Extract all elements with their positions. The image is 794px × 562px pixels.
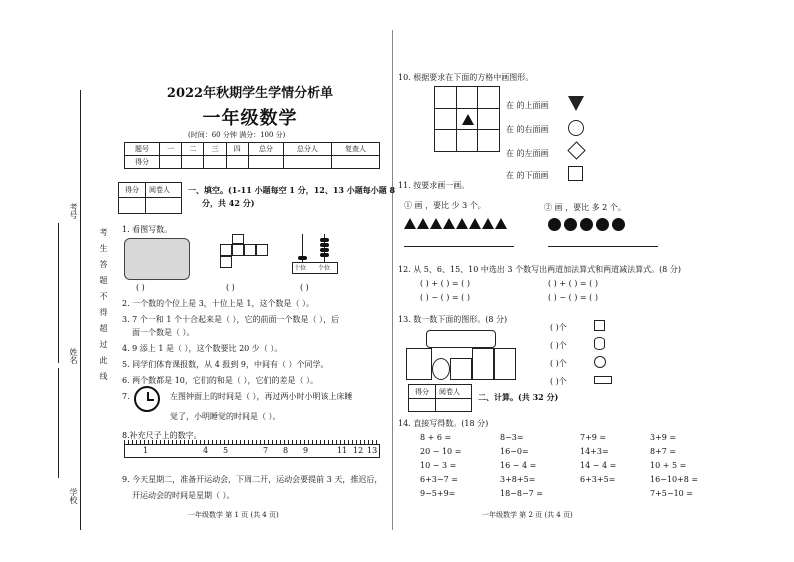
score-header: 复查人 <box>331 143 379 156</box>
black-triangles-row <box>404 218 514 230</box>
question-7-number: 7. <box>122 392 130 401</box>
section1-title: 一、填空。(1-11 小题每空 1 分，12、13 小题每小题 8 <box>188 185 396 195</box>
page-footer: 一年级数学 第 2 页 (共 4 页) <box>482 511 573 519</box>
q10-instruction: 在 的上面画 <box>506 101 549 110</box>
calc-problem[interactable]: 14 − 4 = <box>580 461 617 470</box>
calc-problem[interactable]: 16−10+8 = <box>650 475 699 484</box>
q11-part-b: ② 画 ，要比 多 2 个。 <box>544 203 626 212</box>
question-5: 5. 同学们体育课报数，从 4 报到 9，中间有（ ）个同学。 <box>122 360 329 369</box>
calc-problem[interactable]: 10 − 3 = <box>420 461 457 470</box>
grader-divider <box>435 385 436 411</box>
ruler-number: 4 <box>203 446 209 455</box>
cube-icon <box>594 320 605 331</box>
score-cell[interactable] <box>283 156 331 169</box>
calc-problem[interactable]: 3+8+5= <box>500 475 536 484</box>
calc-problem[interactable]: 9−5+9= <box>420 489 456 498</box>
page-two <box>398 38 728 518</box>
circle-icon <box>568 120 584 136</box>
question-2: 2. 一个数的个位上是 3，十位上是 1，这个数是（ ）。 <box>122 299 314 308</box>
ruler-number: 9 <box>303 446 309 455</box>
abacus-picture <box>292 234 338 276</box>
calc-problem[interactable]: 18−8−7 = <box>500 489 544 498</box>
question-3-cont: 面一个数是（ ）。 <box>132 328 195 337</box>
calc-problem[interactable]: 6+3+5= <box>580 475 616 484</box>
section2-title: 二、计算。(共 32 分) <box>478 392 559 402</box>
page-fold-line <box>392 30 393 530</box>
calc-problem[interactable]: 14+3= <box>580 447 609 456</box>
name-blank <box>58 368 59 478</box>
score-header: 二 <box>182 143 204 156</box>
q12-equation[interactable]: ( ) − ( ) = ( ) <box>548 293 598 302</box>
snail-counting-picture <box>124 238 190 280</box>
q10-instruction: 在 的左面画 <box>506 149 549 158</box>
cuboid-icon <box>594 376 612 384</box>
q12-equation[interactable]: ( ) − ( ) = ( ) <box>420 293 470 302</box>
q13-count[interactable]: ( )个 <box>550 377 567 386</box>
question-9: 9. 今天星期二，准备开运动会，下周二开，运动会要提前 3 天，推迟后， <box>122 475 383 484</box>
exam-no-blank <box>58 223 59 363</box>
q13-count[interactable]: ( )个 <box>550 323 567 332</box>
inverted-triangle-icon <box>568 96 584 111</box>
calc-problem[interactable]: 8−3= <box>500 433 524 442</box>
q1-blank[interactable]: ( ) <box>226 283 235 292</box>
question-11: 11. 按要求画一画。 <box>398 181 470 190</box>
question-14: 14. 直接写得数。(18 分) <box>398 419 489 428</box>
calc-problem[interactable]: 8 + 6 = <box>420 433 452 442</box>
q1-blank[interactable]: ( ) <box>300 283 309 292</box>
exam-no-label: 考号 <box>69 203 78 219</box>
drawing-grid[interactable] <box>434 86 500 152</box>
calc-problem[interactable]: 6+3−7 = <box>420 475 458 484</box>
question-10: 10. 根据要求在下面的方格中画图形。 <box>398 73 534 82</box>
question-9-cont: 开运动会的时间是星期（ ）。 <box>132 491 235 500</box>
score-header: 题号 <box>125 143 160 156</box>
grader-divider <box>145 183 146 213</box>
score-table <box>124 142 380 169</box>
school-label: 学校 <box>69 488 78 504</box>
score-cell[interactable] <box>182 156 204 169</box>
q11-part-a: ① 画 ，要比 少 3 个。 <box>404 201 486 210</box>
score-header: 四 <box>226 143 248 156</box>
cube-blocks-picture <box>220 234 268 268</box>
sphere-icon <box>594 356 606 368</box>
black-circles-row <box>548 218 638 232</box>
q13-count[interactable]: ( )个 <box>550 341 567 350</box>
square-icon <box>568 166 583 181</box>
question-13: 13. 数一数下面的图形。(8 分) <box>398 315 508 324</box>
calc-problem[interactable]: 7+9 = <box>580 433 607 442</box>
ruler-ticks <box>124 440 380 444</box>
triangle-icon <box>462 114 474 125</box>
calc-problem[interactable]: 20 − 10 = <box>420 447 462 456</box>
q12-equation[interactable]: ( ) + ( ) = ( ) <box>548 279 598 288</box>
q1-blank[interactable]: ( ) <box>136 283 145 292</box>
abacus-ones-label: 个位 <box>318 265 331 272</box>
page-footer: 一年级数学 第 1 页 (共 4 页) <box>188 511 279 519</box>
score-cell[interactable] <box>160 156 182 169</box>
binding-line <box>80 90 81 530</box>
ruler-number: 12 <box>353 446 364 455</box>
question-3: 3. 7 个一和 1 个十合起来是（ ），它的前面一个数是（ ），后 <box>122 315 340 324</box>
calc-problem[interactable]: 7+5−10 = <box>650 489 694 498</box>
q13-count[interactable]: ( )个 <box>550 359 567 368</box>
grader-reviewer-label: 阅卷人 <box>149 186 170 194</box>
answer-line[interactable] <box>548 246 658 247</box>
score-header: 一 <box>160 143 182 156</box>
grader-score-label: 得分 <box>415 388 429 396</box>
calculation-grid <box>420 432 720 512</box>
score-cell[interactable] <box>204 156 226 169</box>
ruler-number: 5 <box>223 446 229 455</box>
exam-info: (时间：60 分钟 满分：100 分) <box>188 131 286 139</box>
question-7: 左图钟面上的时间是（ ），再过两小时小明该上床睡 <box>170 392 353 401</box>
q10-instruction: 在 的下面画 <box>506 171 549 180</box>
ruler-number: 11 <box>337 446 348 455</box>
ruler-number: 8 <box>283 446 289 455</box>
grader-divider <box>119 197 181 198</box>
q12-equation[interactable]: ( ) + ( ) = ( ) <box>420 279 470 288</box>
calc-problem[interactable]: 8+7 = <box>650 447 677 456</box>
question-8: 8.补充尺子上的数字。 <box>122 431 202 440</box>
page-one <box>60 38 396 519</box>
ruler-number: 7 <box>263 446 269 455</box>
grader-divider <box>409 398 471 399</box>
name-label: 姓名 <box>69 348 78 364</box>
clock-icon <box>134 386 160 412</box>
calc-problem[interactable]: 3+9 = <box>650 433 677 442</box>
building-blocks-picture <box>406 328 518 384</box>
ruler <box>124 444 380 458</box>
question-4: 4. 9 添上 1 是（ ），这个数要比 20 少（ ）。 <box>122 344 283 353</box>
grader-box <box>408 384 472 412</box>
cylinder-icon <box>594 337 605 350</box>
question-1: 1. 看图写数。 <box>122 225 173 234</box>
grader-score-label: 得分 <box>125 186 139 194</box>
score-cell[interactable] <box>226 156 248 169</box>
question-6: 6. 两个数都是 10，它们的和是（ ），它们的差是（ ）。 <box>122 376 318 385</box>
calc-problem[interactable]: 10 + 5 = <box>650 461 687 470</box>
binding-warning: 考生答题不得超过此线 <box>99 228 108 388</box>
question-7-cont: 觉了，小明睡觉的时间是（ ）。 <box>170 412 281 421</box>
abacus-tens-label: 十位 <box>294 265 307 272</box>
exam-title: 2022年秋期学生学情分析单 <box>166 86 334 101</box>
question-12: 12. 从 5、6、15、10 中选出 3 个数写出两道加法算式和两道减法算式。(8 分) <box>398 265 681 274</box>
answer-line[interactable] <box>404 246 514 247</box>
score-header: 总分 <box>248 143 283 156</box>
grader-box <box>118 182 182 214</box>
score-row-label: 得分 <box>125 156 160 169</box>
ruler-number: 1 <box>143 446 149 455</box>
subject-title: 一年级数学 <box>202 108 298 129</box>
diamond-icon <box>567 141 585 159</box>
q10-instruction: 在 的右面画 <box>506 125 549 134</box>
ruler-number: 13 <box>367 446 378 455</box>
score-cell[interactable] <box>331 156 379 169</box>
score-cell[interactable] <box>248 156 283 169</box>
calc-problem[interactable]: 16−0= <box>500 447 529 456</box>
section1-title-cont: 分，共 42 分) <box>202 198 255 208</box>
calc-problem[interactable]: 16 − 4 = <box>500 461 537 470</box>
score-header: 三 <box>204 143 226 156</box>
score-header: 总分人 <box>283 143 331 156</box>
grader-reviewer-label: 阅卷人 <box>439 388 460 396</box>
